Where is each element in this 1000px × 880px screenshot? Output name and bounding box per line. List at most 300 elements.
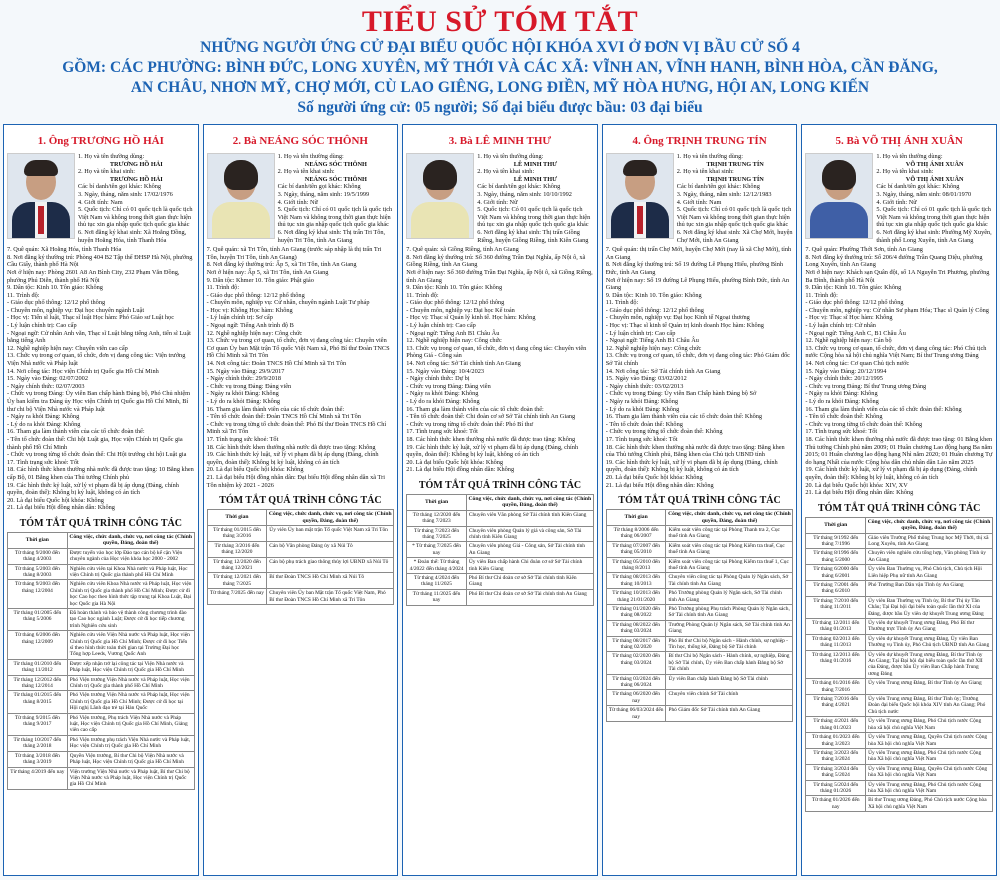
detail-line: - Chức vụ trong Đảng: Bí thư Trung ương Đảng xyxy=(805,382,927,390)
detail-line: - Ngoại ngữ: Tiếng Anh B1 Châu Âu xyxy=(406,329,500,337)
portrait-hair xyxy=(423,160,457,190)
candidate-details xyxy=(406,246,594,474)
work-cell: Ủy viên Trung ương Đảng, Phó Chủ tịch nước Cộng hòa Xã hội chủ nghĩa Việt Nam xyxy=(866,748,993,764)
bio-line: 6. Nơi đăng ký khai sinh: Xã Hoằng Đồng, huyện Hoằng Hóa, tỉnh Thanh Hóa xyxy=(78,228,187,244)
table-row xyxy=(8,751,195,767)
bio-line: 5. Quốc tịch: Chỉ có 01 quốc tịch là quốc tịch Việt Nam và không trong thời gian thực hiện thủ tục xin gia nhập quốc tịch quốc gia khác xyxy=(676,206,792,229)
portrait-suit xyxy=(411,202,469,239)
table-row xyxy=(606,557,793,573)
detail-line: - Ngày chính thức: 29/9/2018 xyxy=(206,375,282,383)
detail-line: - Tên tổ chức đoàn thể: Chi đoàn cơ sở Sở Tài chính tỉnh An Giang xyxy=(406,413,576,421)
bio-line: 5. Quốc tịch: Chỉ có 01 quốc tịch là quốc tịch Việt Nam và không trong thời gian thực hiện thủ tục xin gia nhập quốc tịch quốc gia khác xyxy=(876,206,991,229)
detail-line: - Chức vụ trong từng tổ chức đoàn thể: Phó Bí thư Đoàn TNCS Hồ Chí Minh xã Tri Tôn xyxy=(206,420,387,436)
detail-line: - Giáo dục phổ thông: 12/12 phổ thông xyxy=(206,291,305,299)
time-cell: Từ tháng 9/1992 đến tháng 7/1996 xyxy=(806,533,866,549)
detail-line: 21. Là đại biểu Hội đồng nhân dân: Không xyxy=(805,489,914,497)
detail-line: - Chức vụ trong Đảng: Đảng viên xyxy=(206,382,292,390)
header xyxy=(0,0,1000,118)
detail-line: - Chuyên môn, nghiệp vụ: Đại học Kinh tế Ngoại thương xyxy=(605,314,750,322)
portrait-tie xyxy=(38,206,44,234)
work-cell: Phó Bí thư Chi đoàn cơ sở Sở Tài chính tỉnh Kiên Giang xyxy=(466,574,593,590)
bio-line: 4. Giới tính: Nữ xyxy=(876,198,917,206)
work-cell: Ủy viên Ủy ban mặt trận Tổ quốc Việt Nam xã Tri Tôn xyxy=(267,525,394,541)
detail-line: - Ngoại ngữ: Tiếng Anh trình độ B xyxy=(206,322,294,330)
portrait-hair xyxy=(224,160,258,190)
detail-line: 19. Các hình thức kỷ luật, xử lý vi phạm đã bị áp dụng (Đảng, chính quyền, đoàn thể): Không bị kỷ luật, không có án tích xyxy=(605,458,778,474)
work-cell: Bí thư Đoàn TNCS Hồ Chí Minh xã Núi Tô xyxy=(267,573,394,589)
detail-line: 8. Nơi đăng ký thường trú: Số 360 đường Trần Đại Nghĩa, ấp Nội ô, xã Giồng Riềng, tỉnh An Giang xyxy=(406,253,586,269)
table-row xyxy=(806,717,993,733)
detail-line: 20. Là đại biểu Quốc hội khóa: Không xyxy=(406,458,504,466)
detail-line: - Học vị: Tiến sĩ luật, Thạc sĩ luật Học hàm: Phó Giáo sư Luật học xyxy=(7,314,174,322)
detail-line: 14. Nơi công tác: Học viện Chính trị Quốc gia Hồ Chí Minh xyxy=(7,367,159,375)
detail-line: 13. Chức vụ trong cơ quan, tổ chức, đơn vị đang công tác: Phó Giám đốc Sở Tài chính xyxy=(605,352,790,368)
bio-line: 6. Nơi đăng ký khai sinh: Thị trấn Giồng Riềng, huyện Giồng Riềng, tỉnh Kiên Giang xyxy=(477,228,589,244)
detail-line: 7. Quê quán: xã Tri Tôn, tỉnh An Giang (trước sáp nhập là thị trấn Tri Tôn, huyện Tri Tôn, tỉnh An Giang) xyxy=(206,246,382,261)
detail-line: - Chuyên môn, nghiệp vụ: Cử nhân, chuyên ngành Luật Tư pháp xyxy=(206,299,370,307)
time-cell: Từ tháng 01/2026 đến nay xyxy=(806,796,866,812)
detail-line: 20. Là đại biểu Quốc hội khóa: Không xyxy=(7,496,104,504)
work-cell: Chuyên viên phòng Quản lý giá và công sản, Sở Tài chính tỉnh Kiên Giang xyxy=(466,526,593,542)
work-cell: Ủy viên Ban Thường vụ, Phó Chủ tịch, Chủ tịch Hội Liên hiệp Phụ nữ tỉnh An Giang xyxy=(866,565,993,581)
table-row xyxy=(407,526,594,542)
detail-line: - Ngày ra khỏi Đảng: Không xyxy=(206,390,279,398)
detail-line: - Chức vụ trong từng tổ chức đoàn thể: Không xyxy=(805,420,923,428)
detail-line: - Học vị: Thạc sĩ Học hàm: Không xyxy=(805,314,893,322)
table-row xyxy=(8,691,195,713)
detail-line: - Lý do ra khỏi Đảng: Không xyxy=(206,398,281,405)
work-cell: Ủy viên dự khuyết Trung ương Đảng, Ủy viên Ban Thường vụ Tỉnh ủy, Phó Chủ tịch UBND tỉnh An Giang xyxy=(866,634,993,650)
time-cell: Từ tháng 02/2013 đến tháng 11/2013 xyxy=(806,634,866,650)
time-cell: * Từ tháng 7/2025 đến nay xyxy=(407,542,467,558)
work-cell: Phó Viện trưởng Viện Nhà nước và Pháp luật, Học viện Chính trị Quốc gia Hồ Chí Minh; Được cử đi học tại Hội nghị Lãnh đạo trẻ tại Hàn Quốc xyxy=(67,691,194,713)
table-row xyxy=(207,525,394,541)
detail-line: - Tên tổ chức đoàn thể: Đoàn TNCS Hồ Chí Minh xã Tri Tôn xyxy=(206,413,361,421)
table-row xyxy=(606,636,793,652)
detail-line: 20. Là đại biểu Quốc hội khóa: Không xyxy=(605,473,703,481)
time-cell: Từ tháng 01/2020 đến tháng 08/2022 xyxy=(606,605,666,621)
work-history-table xyxy=(207,509,395,605)
time-cell: Từ tháng 01/2016 đến tháng 7/2016 xyxy=(806,679,866,695)
detail-line: 19. Các hình thức kỷ luật, xử lý vi phạm đã bị áp dụng (Đảng, chính quyền, đoàn thể): Không bị kỷ luật, không có án tích xyxy=(406,443,579,459)
bio-line: TRƯƠNG HỒ HẢI xyxy=(109,160,163,168)
bio-line: TRỊNH TRUNG TÍN xyxy=(706,160,764,168)
work-cell: Giáo viên Trường Phổ thông Trung học Mỹ Thới, thị xã Long Xuyên, tỉnh An Giang xyxy=(866,533,993,549)
column-header-time: Thời gian xyxy=(606,510,666,526)
bio-line: 6. Nơi đăng ký khai sinh: Thị trấn Tri Tôn, huyện Tri Tôn, tỉnh An Giang xyxy=(277,228,386,244)
detail-line: 17. Tình trạng sức khoẻ: Tốt xyxy=(206,435,279,443)
candidate-portrait xyxy=(606,153,674,239)
detail-line: 21. Là đại biểu Hội đồng nhân dân: Không xyxy=(7,504,115,512)
detail-line: 18. Các hình thức khen thưởng nhà nước đã được trao tặng: 10 Bằng khen cấp Bộ, 01 Bằng khen của Thủ tướng Chính phủ xyxy=(7,466,194,481)
candidate-name-heading: 3. Bà LÊ MINH THƯ xyxy=(448,135,552,147)
detail-line: 11. Trình độ: xyxy=(406,291,439,299)
work-cell: Ủy viên Trung ương Đảng, Bí thư Tỉnh ủy; Trưởng Đoàn đại biểu Quốc hội khóa XIV tỉnh An Giang; Phó Chủ tịch nước xyxy=(866,695,993,717)
time-cell: Từ tháng 8/2006 đến tháng 06/2007 xyxy=(606,525,666,541)
detail-line: 17. Tình trạng sức khoẻ: Tốt xyxy=(605,435,678,443)
column-header-work: Công việc, chức danh, chức vụ, nơi công tác (Chính quyền, Đảng, đoàn thể) xyxy=(67,532,194,548)
work-cell: Nghiên cứu viên tại Khoa Nhà nước và Pháp luật, Học viện Chính trị Quốc gia thành phố Hồ Chí Minh xyxy=(67,564,194,580)
candidate-portrait xyxy=(7,153,75,239)
candidate-details xyxy=(207,246,395,489)
detail-line: 8. Nơi đăng ký thường trú: Phòng 404 B2 Tập thể ĐHSP Hà Nội, phường Cầu Giấy, thành phố Hà Nội xyxy=(7,253,193,269)
table-row xyxy=(606,525,793,541)
detail-line: 11. Trình độ: xyxy=(605,299,639,307)
column-header-work: Công việc, chức danh, chức vụ, nơi công tác (Chính quyền, Đảng, đoàn thể) xyxy=(666,510,793,526)
detail-line: - Chức vụ trong Đảng: Đảng viên xyxy=(406,382,491,390)
bio-line: VÕ THỊ ÁNH XUÂN xyxy=(905,175,964,183)
detail-line: - Lý luận chính trị: Cao cấp xyxy=(406,322,476,330)
work-history-table xyxy=(606,509,794,722)
detail-line: - Ngày chính thức: 02/07/2003 xyxy=(7,382,85,390)
table-row xyxy=(8,735,195,751)
detail-line: 13. Chức vụ trong cơ quan, tổ chức, đơn vị đang công tác: Chuyên viên Phòng Giá - Công sản xyxy=(406,344,587,360)
table-row xyxy=(8,675,195,691)
bio-line: 2. Họ và tên khai sinh: xyxy=(477,168,535,176)
work-history-title: TÓM TẮT QUÁ TRÌNH CÔNG TÁC xyxy=(818,502,981,514)
bio-line: LÊ MINH THƯ xyxy=(513,175,558,183)
detail-line: 8. Nơi đăng ký thường trú: Ấp 5, xã Tri Tôn, tỉnh An Giang xyxy=(206,261,357,269)
portrait-hair xyxy=(24,160,58,176)
detail-line: 8. Nơi đăng ký thường trú: Số 19 đường Lê Phụng Hiểu, phường Bình Đức, tỉnh An Giang xyxy=(605,261,784,276)
candidate-column xyxy=(801,124,997,876)
detail-line: 15. Ngày vào Đảng: 20/12/1994 xyxy=(805,367,887,375)
time-cell: Từ tháng 12/2011 đến tháng 01/2013 xyxy=(806,619,866,635)
candidate-name-heading: 4. Ông TRỊNH TRUNG TÍN xyxy=(632,135,767,147)
time-cell: Từ tháng 4/2024 đến tháng 11/2025 xyxy=(407,574,467,590)
work-cell: Được tuyển vào học lớp Đào tạo cán bộ kế cận Viện chuyên ngành của Học viện khóa học 2000 - 2002 xyxy=(67,548,194,564)
time-cell: Từ tháng 12/2020 đến tháng 12/2021 xyxy=(207,557,267,573)
bio-line: Các bí danh/tên gọi khác: Không xyxy=(78,183,162,191)
detail-line: 11. Trình độ: xyxy=(206,284,240,292)
table-row xyxy=(207,541,394,557)
bio-line: 1. Họ và tên thường dùng: xyxy=(78,153,145,160)
table-row xyxy=(806,780,993,796)
detail-line: - Ngày chính thức: 03/02/2013 xyxy=(605,382,684,390)
portrait-suit xyxy=(212,202,270,239)
time-cell: Từ tháng 7/2016 đến tháng 4/2021 xyxy=(806,695,866,717)
work-cell: Viện trưởng Viện Nhà nước và Pháp luật, Bí thư Chi bộ Viện Nhà nước và Pháp luật, Học viện Chính trị Quốc gia Hồ Chí Minh xyxy=(67,767,194,789)
time-cell: Từ tháng 02/2020 đến tháng 03/2024 xyxy=(606,652,666,674)
detail-line: 19. Các hình thức kỷ luật, xử lý vi phạm đã bị áp dụng (Đảng, chính quyền, đoàn thể): Không bị kỷ luật, không có án tích xyxy=(7,481,179,497)
detail-line: Nơi ở hiện nay: Phòng 2601 A8 An Bình City, 232 Phạm Văn Đồng, phường Phú Diễn, thành phố Hà Nội xyxy=(7,268,180,284)
detail-line: 18. Các hình thức khen thưởng nhà nước đã được trao tặng: Không xyxy=(206,443,376,451)
table-row xyxy=(207,557,394,573)
bio-line: Các bí danh/tên gọi khác: Không xyxy=(676,183,760,191)
detail-line: - Lý luận chính trị: Cử nhân xyxy=(805,322,876,330)
detail-line: 12. Nghề nghiệp hiện nay: Chuyên viên cao cấp xyxy=(7,344,128,352)
work-history-table xyxy=(7,532,195,790)
time-cell: Từ tháng 07/2007 đến tháng 05/2010 xyxy=(606,541,666,557)
detail-line: - Lý luận chính trị: Cao cấp xyxy=(7,322,77,330)
candidate-name-heading: 2. Bà NEÁNG SÓC THÔNH xyxy=(232,135,368,147)
subtitle-line-2: GỒM: CÁC PHƯỜNG: BÌNH ĐỨC, LONG XUYÊN, MỸ THỚI VÀ CÁC XÃ: VĨNH AN, VĨNH HANH, BÌNH HÒA, CẦN ĐĂNG, xyxy=(62,59,938,76)
candidate-top-block xyxy=(406,153,594,244)
table-row xyxy=(606,541,793,557)
work-cell: Phó Bí thư Chi bộ Ngân sách - Hành chính, sự nghiệp - Tin học, thống kê, Đảng bộ Sở Tài chính xyxy=(666,636,793,652)
detail-line: - Chuyên môn, nghiệp vụ: Đại học Kế toán xyxy=(406,306,515,314)
detail-line: 18. Các hình thức khen thưởng nhà nước đã được trao tặng: Không xyxy=(406,435,576,443)
table-row xyxy=(8,767,195,789)
bio-line: Các bí danh/tên gọi khác: Không xyxy=(277,183,361,191)
candidate-top-block xyxy=(7,153,195,244)
time-cell: Từ tháng 3/2016 đến tháng 12/2020 xyxy=(207,541,267,557)
work-cell: Chuyên viên chính Sở Tài chính xyxy=(666,690,793,706)
detail-line: 12. Nghề nghiệp hiện nay: Công chức xyxy=(406,337,502,345)
work-cell: Kiểm soát viên công tác tại Phòng Kiểm tra thuế 1, Cục thuế tỉnh An Giang xyxy=(666,557,793,573)
detail-line: 9. Dân tộc: Kinh 10. Tôn giáo: Không xyxy=(406,284,503,292)
time-cell: Từ tháng 8/1996 đến tháng 5/2000 xyxy=(806,549,866,565)
bio-line: 4. Giới tính: Nữ xyxy=(477,198,518,206)
table-header-row xyxy=(606,510,793,526)
detail-line: 15. Ngày vào Đảng: 02/07/2002 xyxy=(7,375,88,383)
column-header-work: Công việc, chức danh, chức vụ, nơi công tác (Chính quyền, Đảng, đoàn thể) xyxy=(466,494,593,510)
bio-line: 5. Quốc tịch: Chỉ có 01 quốc tịch là quốc tịch Việt Nam và không trong thời gian thực hiện thủ tục xin gia nhập quốc tịch quốc gia khác xyxy=(277,206,393,229)
work-cell: Phó Trưởng phòng Quản lý Ngân sách, Sở Tài chính tỉnh An Giang xyxy=(666,589,793,605)
table-row xyxy=(207,573,394,589)
detail-line: - Ngày chính thức: Dự bị xyxy=(406,375,470,383)
time-cell: Từ tháng 03/2024 đến tháng 06/2024 xyxy=(606,674,666,690)
detail-line: - Tên tổ chức đoàn thể: Chi hội Luật gia, Học viện Chính trị Quốc gia thành phố Hồ Chí Minh xyxy=(7,435,183,451)
time-cell: Từ tháng 12/2021 đến tháng 7/2025 xyxy=(207,573,267,589)
candidate-details xyxy=(606,246,794,489)
detail-line: - Tên tổ chức đoàn thể: Không xyxy=(605,420,683,428)
detail-line: 9. Dân tộc: Kinh 10. Tôn giáo: Không xyxy=(605,291,702,299)
table-row xyxy=(407,510,594,526)
table-row xyxy=(806,619,993,635)
candidate-column xyxy=(203,124,399,876)
detail-line: 11. Trình độ: xyxy=(7,291,40,299)
detail-line: 19. Các hình thức kỷ luật, xử lý vi phạm đã bị áp dụng (Đảng, chính quyền, đoàn thể): Không bị kỷ luật, không có án tích xyxy=(805,466,978,481)
page-title: TIỂU SỬ TÓM TẮT xyxy=(361,5,639,38)
work-cell: Kiểm soát viên công tác tại Phòng Thanh tra 2, Cục thuế tỉnh An Giang xyxy=(666,525,793,541)
work-cell: Nghiên cứu viên Viện Nhà nước và Pháp luật, Học viện Chính trị Quốc gia Hồ Chí Minh; Được cử đi học Tiến sĩ theo hình thức toàn thời gian tại Trường Đại học Tổng hợp Leeds, Vương Quốc Anh xyxy=(67,631,194,660)
detail-line: - Giáo dục phổ thông: 12/12 phổ thông xyxy=(7,299,106,307)
detail-line: - Chức vụ trong Đảng: Ủy viên Ban Chấp hành Đảng bộ Sở xyxy=(605,390,757,398)
work-cell: Được xếp nhận trở lại công tác tại Viện Nhà nước và Pháp luật, Học viện Chính trị Quốc gia Hồ Chí Minh xyxy=(67,659,194,675)
detail-line: 17. Tình trạng sức khoẻ: Tốt xyxy=(7,458,79,466)
portrait-tie xyxy=(637,206,643,234)
work-cell: Ủy viên Ban chấp hành Chi đoàn cơ sở Sở Tài chính tỉnh Kiên Giang xyxy=(466,558,593,574)
detail-line: 9. Dân tộc: Kinh 10. Tôn giáo: Không xyxy=(805,284,902,292)
bio-line: 4. Giới tính: Nam xyxy=(676,198,722,206)
table-header-row xyxy=(207,510,394,526)
time-cell: Từ tháng 7/2001 đến tháng 6/2010 xyxy=(806,580,866,596)
time-cell: Từ tháng 5/2024 đến tháng 01/2026 xyxy=(806,780,866,796)
work-cell: Quyền Viện trưởng, Bí thư Chi bộ Viện Nhà nước và Pháp luật, Học viện Chính trị Quốc gia Hồ Chí Minh xyxy=(67,751,194,767)
detail-line: - Học vị: Không Học hàm: Không xyxy=(206,306,293,314)
bio-line: 1. Họ và tên thường dùng: xyxy=(876,153,943,160)
portrait-hair xyxy=(822,160,856,190)
work-cell: Ủy viên dự khuyết Trung ương Đảng, Phó Bí thư Thường trực Tỉnh ủy An Giang xyxy=(866,619,993,635)
table-row xyxy=(207,589,394,605)
detail-line: 7. Quê quán: Phường Thới Sơn, tỉnh An Giang xyxy=(805,246,923,254)
detail-line: 21. Là đại biểu Hội đồng nhân dân: Đại biểu Hội đồng nhân dân xã Tri Tôn nhiệm kỳ 2021 - 2026 xyxy=(206,473,385,489)
table-row xyxy=(606,706,793,722)
detail-line: 20. Là đại biểu Quốc hội khóa: Không xyxy=(206,466,304,474)
work-cell: Kiểm soát viên công tác tại Phòng Kiểm tra thuế, Cục thuế tỉnh An Giang xyxy=(666,541,793,557)
detail-line: 21. Là đại biểu Hội đồng nhân dân: Không xyxy=(605,481,714,489)
work-cell: Phó Bí thư Chi đoàn cơ sở Sở Tài chính tỉnh An Giang xyxy=(466,589,593,605)
table-row xyxy=(606,652,793,674)
detail-line: 11. Trình độ: xyxy=(805,291,838,299)
column-header-time: Thời gian xyxy=(407,494,467,510)
candidate-columns xyxy=(3,124,997,876)
bio-line: Các bí danh/tên gọi khác: Không xyxy=(876,183,960,191)
bio-line: 3. Ngày, tháng, năm sinh: 12/12/1983 xyxy=(676,190,772,198)
work-cell: Phó Viện trưởng, Phụ trách Viện Nhà nước và Pháp luật, Học viện Chính trị Quốc gia Hồ Chí Minh, Giảng viên cao cấp xyxy=(67,713,194,735)
detail-line: Nơi ở hiện nay: Ấp 5, xã Tri Tôn, tỉnh An Giang xyxy=(206,268,329,276)
time-cell: Từ tháng 7/2010 đến tháng 11/2011 xyxy=(806,596,866,618)
detail-line: - Lý luận chính trị: Sơ cấp xyxy=(206,314,273,322)
detail-line: - Ngày ra khỏi Đảng: Không xyxy=(7,413,80,421)
table-row xyxy=(806,634,993,650)
candidate-portrait xyxy=(406,153,474,239)
table-row xyxy=(8,608,195,630)
table-row xyxy=(8,564,195,580)
work-cell: Trưởng Phòng Quản lý Ngân sách, Sở Tài chính tỉnh An Giang xyxy=(666,620,793,636)
time-cell: Từ tháng 01/2015 đến tháng 8/2015 xyxy=(8,691,68,713)
work-cell: Bí thư Trung ương Đảng, Phó Chủ tịch nước Cộng hòa Xã hội chủ nghĩa Việt Nam xyxy=(866,796,993,812)
table-header-row xyxy=(806,517,993,533)
detail-line: 17. Tình trạng sức khoẻ: Tốt xyxy=(805,428,878,436)
detail-line: 7. Quê quán: xã Giồng Riềng, tỉnh An Giang xyxy=(406,246,519,254)
bio-line: 2. Họ và tên khai sinh: xyxy=(876,168,934,176)
detail-line: 7. Quê quán: Xã Hoằng Hóa, tỉnh Thanh Hóa xyxy=(7,246,122,254)
detail-line: 12. Nghề nghiệp hiện nay: Công chức xyxy=(605,344,702,352)
candidate-name-heading: 1. Ông TRƯƠNG HỒ HẢI xyxy=(37,135,164,147)
candidate-column xyxy=(402,124,598,876)
bio-line: 6. Nơi đăng ký khai sinh: Xã Chợ Mới, huyện Chợ Mới, tỉnh An Giang xyxy=(676,228,793,244)
work-cell: Phó Trưởng Ban Dân vận Tỉnh ủy An Giang xyxy=(866,580,993,596)
bio-line: 1. Họ và tên thường dùng: xyxy=(676,153,743,160)
candidate-portrait xyxy=(805,153,873,239)
time-cell: * Đoàn thể: Từ tháng 4/2022 đến tháng 4/2024 xyxy=(407,558,467,574)
time-cell: Từ tháng 01/2023 đến tháng 3/2023 xyxy=(806,733,866,749)
time-cell: Từ tháng 9/2003 đến tháng 12/2004 xyxy=(8,580,68,609)
candidate-top-block xyxy=(606,153,794,244)
work-cell: Phó Giám đốc Sở Tài chính tỉnh An Giang xyxy=(666,706,793,722)
time-cell: Từ tháng 7/2025 đến nay xyxy=(207,589,267,605)
table-row xyxy=(806,549,993,565)
bio-line: TRỊNH TRUNG TÍN xyxy=(706,175,764,183)
work-history-table xyxy=(805,517,993,812)
candidate-bio xyxy=(677,153,794,244)
work-cell: Chuyên viên phòng Giá - Công sản, Sở Tài chính tỉnh An Giang xyxy=(466,542,593,558)
work-cell: Ủy viên Ban Thường vụ Tỉnh ủy, Bí thư Thị ủy Tân Châu; Tại Đại hội đại biểu toàn quốc lần thứ XI của Đảng, được bầu Ủy viên dự khuyết Trung ương Đảng xyxy=(866,596,993,618)
work-cell: Ủy viên Trung ương Đảng, Quyền Chủ tịch nước Cộng hòa Xã hội chủ nghĩa Việt Nam xyxy=(866,733,993,749)
subtitle-line-3: AN CHÂU, NHƠN MỸ, CHỢ MỚI, CÙ LAO GIÊNG, LONG ĐIỀN, MỸ HÒA HƯNG, HỘI AN, LONG KIẾN xyxy=(130,79,870,96)
detail-line: 14. Nơi công tác: Sở Tài chính tỉnh An Giang xyxy=(406,360,521,368)
bio-line: 1. Họ và tên thường dùng: xyxy=(277,153,344,160)
time-cell: Từ tháng 01/2015 đến tháng 3/2016 xyxy=(207,525,267,541)
time-cell: Từ tháng 6/2006 đến tháng 12/2009 xyxy=(8,631,68,660)
work-cell: Ủy viên Trung ương Đảng, Bí thư Tỉnh ủy An Giang xyxy=(866,679,993,695)
table-row xyxy=(8,631,195,660)
bio-line: 5. Quốc tịch: Chỉ có 01 quốc tịch là quốc tịch Việt Nam và không trong thời gian thực hiện thủ tục xin gia nhập quốc tịch quốc gia khác xyxy=(78,206,193,229)
work-cell: Chuyên viên Ủy ban Mặt trận Tổ quốc Việt Nam, Phó Bí thư Đoàn TNCS Hồ Chí Minh xã Tri Tôn xyxy=(267,589,394,605)
table-row xyxy=(806,796,993,812)
detail-line: - Lý luận chính trị: Cao cấp xyxy=(605,329,676,337)
detail-line: - Ngày ra khỏi Đảng: Không xyxy=(805,390,878,398)
table-row xyxy=(806,580,993,596)
detail-line: 15. Ngày vào Đảng: 03/02/2012 xyxy=(605,375,687,383)
work-cell: Ủy viên dự khuyết Trung ương Đảng, Bí thư Tỉnh ủy An Giang; Tại Đại hội đại biểu toàn quốc lần thứ XII của Đảng, được bầu Ủy viên Ban Chấp hành Trung ương Đảng xyxy=(866,650,993,679)
detail-line: - Chuyên môn, nghiệp vụ: Đại học chuyên ngành Luật xyxy=(7,306,145,314)
detail-line: 19. Các hình thức kỷ luật, xử lý vi phạm đã bị áp dụng (Đảng, chính quyền, đoàn thể): Không bị kỷ luật, không có án tích xyxy=(206,451,379,466)
candidate-column xyxy=(3,124,199,876)
candidate-bio xyxy=(477,153,594,244)
table-row xyxy=(407,558,594,574)
column-header-time: Thời gian xyxy=(207,510,267,526)
detail-line: - Học vị: Thạc sĩ kinh tế Quản trị kinh doanh Học hàm: Không xyxy=(605,322,764,330)
time-cell: Từ tháng 5/2003 đến tháng 8/2003 xyxy=(8,564,68,580)
subtitle-line-1: NHỮNG NGƯỜI ỨNG CỬ ĐẠI BIỂU QUỐC HỘI KHÓA XVI Ở ĐƠN VỊ BẦU CỬ SỐ 4 xyxy=(200,39,800,56)
table-row xyxy=(8,659,195,675)
detail-line: 17. Tình trạng sức khoẻ: Tốt xyxy=(406,428,478,436)
detail-line: Nơi ở hiện nay: Số 360 đường Trần Đại Nghĩa, ấp Nội ô, xã Giồng Riềng, tỉnh An Giang xyxy=(406,268,593,284)
time-cell: Từ tháng 12/2013 đến tháng 01/2016 xyxy=(806,650,866,679)
candidate-top-block xyxy=(207,153,395,244)
work-cell: Phó Viện trưởng phụ trách Viện Nhà nước và Pháp luật, Học viện Chính trị Quốc gia Hồ Chí Minh xyxy=(67,735,194,751)
table-header-row xyxy=(407,494,594,510)
detail-line: 18. Các hình thức khen thưởng nhà nước đã được trao tặng: Bằng khen của Thủ tướng Chính phủ, Bằng khen của Chủ tịch UBND tỉnh xyxy=(605,443,785,459)
detail-line: - Giáo dục phổ thông: 12/12 phổ thông xyxy=(605,306,704,314)
detail-line: - Lý do ra khỏi Đảng: Không xyxy=(805,398,879,405)
detail-line: - Ngoại ngữ: Tiếng Anh C, B1 Châu Âu xyxy=(805,329,906,337)
detail-line: - Giáo dục phổ thông: 12/12 phổ thông xyxy=(805,299,904,307)
table-row xyxy=(606,674,793,690)
bio-line: 2. Họ và tên khai sinh: xyxy=(277,168,335,176)
time-cell: Từ tháng 3/2024 đến tháng 5/2024 xyxy=(806,764,866,780)
detail-line: 18. Các hình thức khen thưởng nhà nước đã được trao tặng: 01 Bằng khen Thủ tướng Chính phủ năm 2009; 01 Huân chương Lao động hạng Ba năm 2015; 01 Huân chương lao động hạng Nhì năm 2020; 01 Huân chương Tự do hạng Nhất của nước Cộng hòa dân chủ nhân dân Lào năm 2025 xyxy=(805,435,993,466)
detail-line: 9. Dân tộc: Khmer 10. Tôn giáo: Phật giáo xyxy=(206,276,314,284)
column-header-time: Thời gian xyxy=(806,517,866,533)
time-cell: Từ tháng 06/2020 đến nay xyxy=(606,690,666,706)
time-cell: Từ tháng 3/2023 đến tháng 3/2024 xyxy=(806,748,866,764)
time-cell: Từ tháng 4/2019 đến nay xyxy=(8,767,68,789)
bio-line: Các bí danh/tên gọi khác: Không xyxy=(477,183,561,191)
detail-line: 16. Tham gia làm thành viên của các tổ chức đoàn thể: xyxy=(206,405,345,413)
detail-line: - Ngày ra khỏi Đảng: Không xyxy=(605,398,679,405)
candidate-bio xyxy=(78,153,195,244)
work-cell: Phó Viện trưởng Viện Nhà nước và Pháp luật, Học viện Chính trị Quốc gia thành phố Hồ Chí Minh xyxy=(67,675,194,691)
table-row xyxy=(806,596,993,618)
bio-line: NEÁNG SÓC THÔNH xyxy=(304,160,367,168)
detail-line: 14. Nơi công tác: Đoàn TNCS Hồ Chí Minh xã Tri Tôn xyxy=(206,360,347,368)
time-cell: Từ tháng 06/03/2024 đến nay xyxy=(606,706,666,722)
work-cell: Chuyên viên nghiên cứu tổng hợp, Văn phòng Tỉnh ủy An Giang xyxy=(866,549,993,565)
detail-line: - Chuyên môn, nghiệp vụ: Cử nhân Sư phạm Hóa; Thạc sĩ Quản lý Công xyxy=(805,306,989,314)
detail-line: - Học vị: Thạc sĩ Quản lý kinh tế. Học hàm: Không xyxy=(406,314,536,322)
detail-line: - Giáo dục phổ thông: 12/12 phổ thông xyxy=(406,299,505,307)
work-cell: Bí thư Chi bộ Ngân sách - Hành chính, sự nghiệp, Đảng bộ Sở Tài chính, Ủy viên Ban chấp hành Đảng bộ Sở Tài chính xyxy=(666,652,793,674)
time-cell: Từ tháng 9/2000 đến tháng 4/2003 xyxy=(8,548,68,564)
candidate-details xyxy=(805,246,993,497)
detail-line: 20. Là đại biểu Quốc hội khóa: XIV, XV xyxy=(805,481,908,489)
work-history-title: TÓM TẮT QUÁ TRÌNH CÔNG TÁC xyxy=(19,517,182,529)
column-header-time: Thời gian xyxy=(8,532,68,548)
detail-line: - Ngày ra khỏi Đảng: Không xyxy=(406,390,479,398)
time-cell: Từ tháng 3/2018 đến tháng 3/2019 xyxy=(8,751,68,767)
time-cell: Từ tháng 4/2021 đến tháng 01/2023 xyxy=(806,717,866,733)
table-row xyxy=(606,573,793,589)
bio-line: 3. Ngày, tháng, năm sinh: 17/02/1976 xyxy=(78,190,173,198)
work-cell: Chuyên viên Văn phòng Sở Tài chính tỉnh Kiên Giang xyxy=(466,510,593,526)
candidate-portrait xyxy=(207,153,275,239)
detail-line: 14. Nơi công tác: Sở Tài chính tỉnh An Giang xyxy=(605,367,721,375)
table-row xyxy=(806,679,993,695)
